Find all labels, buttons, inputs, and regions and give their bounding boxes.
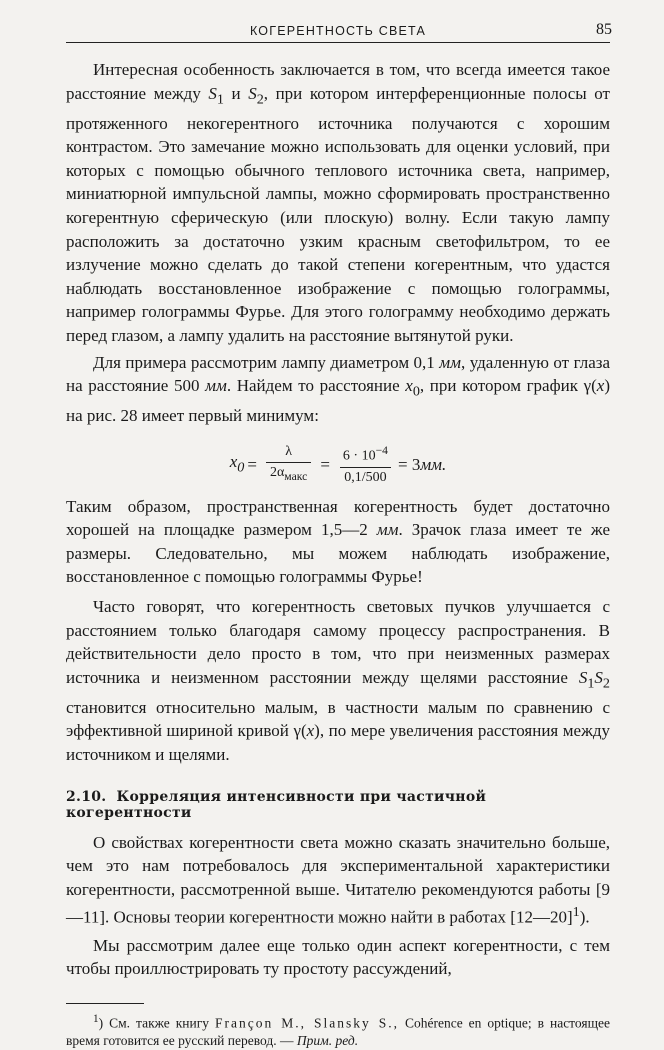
chapter-title: КОГЕРЕНТНОСТЬ СВЕТА — [249, 24, 427, 38]
footnote-rule — [66, 1003, 144, 1004]
paragraph-2: Для примера рассмотрим лампу диаметром 0,1 мм, удаленную от глаза на расстояние 500 мм. Найдем то расстояние $x_0$, при котором график γ(x) на рис. 28 имеет первый минимум: — [66, 352, 611, 426]
page-number: 85 — [596, 21, 612, 38]
formula-fraction-2: $\frac{6 \cdot 10^{-4}}{0,1/500}$ — [339, 443, 392, 486]
formula-lhs: $x_0$ — [229, 452, 245, 476]
paragraph-4: Часто говорят, что когерентность световых пучков улучшается с расстоянием только благодаря самому процессу распространения. В действительности дело просто в том, что при неизменных размерах источника и неизменном расстоянии между щелями расстояние $S_1S_2$ становится относительно малым, в частности малым по сравнению с эффективной шириной кривой γ(x), по мере увеличения расстояния между источником и щелями. — [66, 597, 610, 765]
paragraph-6: Мы рассмотрим далее еще только один аспект когерентности, с тем чтобы проиллюстрировать ту простоту рассуждений, — [66, 935, 610, 979]
section-heading: 2.10. Корреляция интенсивности при частичной когерентности — [66, 788, 487, 821]
formula: $x_0$ = $\frac{\lambda}{2\alpha_{макс}}$ = $\frac{6 \cdot 10^{-4}}{0,1/500}$ = 3 мм. — [229, 444, 447, 486]
book-page — [66, 18, 610, 1050]
paragraph-1: Интересная особенность заключается в том, что всегда имеется такое расстояние между $S_1$ и $S_2$, при котором интерференционные полосы от протяженного некогерентного источника получаются с хорошим контрастом. Это замечание можно использовать для оценки условий, при которых с помощью обычного теплового источника света, например, миниатюрной импульсной лампы, можно сформировать пространственно когерентную сферическую (или плоскую) волну. Если такую лампу расположить за достаточно узким красным светофильтром, то ее излучение можно сделать до такой степени когерентным, что удастся наблюдать восстановленное изображение с помощью голограммы, например голограммы Фурье. Для этого голограмму необходимо держать перед глазом, а лампу удалить на расстояние вытянутой руки. — [66, 60, 610, 345]
paragraph-5: О свойствах когерентности света можно сказать значительно больше, чем это нам потребовалось для экспериментальной характеристики когерентности, рассмотренной выше. Читателю рекомендуются работы [9—11]. Основы теории когерентности можно найти в работах [12—20]$^1$). — [66, 832, 610, 928]
footnote: $^1$) См. также книгу Françon M., Slansky S., Cohérence en optique; в настоящее время готовится ее русский перевод. — Прим. ред. — [66, 1012, 610, 1049]
formula-fraction-1: $\frac{\lambda}{2\alpha_{макс}}$ — [266, 444, 311, 485]
paragraph-3: Таким образом, пространственная когерентность будет достаточно хорошей на площадке размером 1,5—2 мм. Зрачок глаза имеет те же размеры. Следовательно, мы можем наблюдать изображение, восстановленное с помощью голограммы Фурье! — [66, 496, 610, 587]
running-head — [66, 18, 610, 43]
